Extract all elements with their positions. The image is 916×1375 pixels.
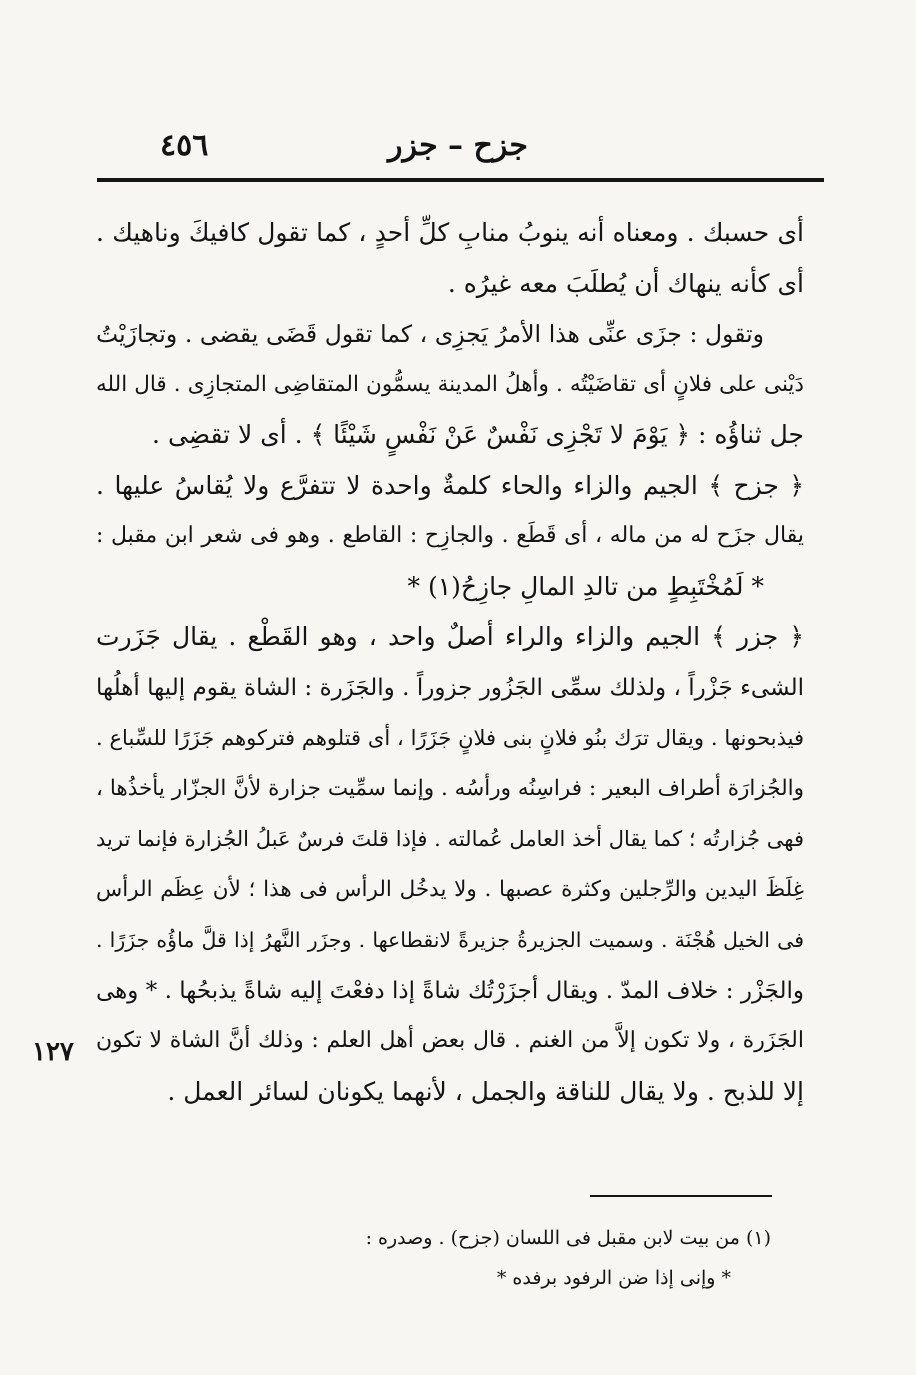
header-rule [97, 178, 824, 182]
body-line: الجَزَرة ، ولا تكون إلاَّ من الغنم . قال بعض أهل العلم : وذلك أنَّ الشاة لا تكون [96, 1028, 804, 1053]
body-line: فهى جُزارتُه ؛ كما يقال أخذ العامل عُمالته . فإذا قلتَ فرسٌ عَبلُ الجُزارة فإنما تريد [96, 827, 804, 851]
body-line: أى كأنه ينهاك أن يُطلَبَ معه غيرُه . [447, 268, 804, 298]
body-line: جل ثناؤُه : ﴿ يَوْمَ لا تَجْزِى نَفْسٌ عَنْ نَفْسٍ شَيْئًا ﴾ . أى لا تقضِى . [152, 420, 804, 449]
running-head: جزح – جزر [388, 128, 528, 163]
body-line: يقال جزَح له من ماله ، أى قَطَع . والجازِح : القاطع . وهو فى شعر ابن مقبل : [96, 523, 804, 548]
footnotes [300, 1218, 771, 1298]
page-number: ٤٥٦ [160, 128, 209, 163]
body-line: فى الخيل هُجْنَة . وسميت الجزيرةُ جزيرةً لانقطاعها . وجزَر النَّهرُ إذا قلَّ ماؤُه جزَرًا . [96, 928, 804, 952]
margin-number: ١٢٧ [32, 1037, 74, 1067]
body-line: فيذبحونها . ويقال ترَك بنُو فلانٍ بنى فلانٍ جَزَرًا ، أى قتلوهم فتركوهم جَزَرًا للسِّباع . [96, 726, 804, 750]
body-line: والجَزْر : خلاف المدّ . ويقال أجزَرْتُك شاةً إذا دفعْتَ إليه شاةً يذبحُها . * وهى [96, 977, 804, 1004]
body-line: أى حسبك . ومعناه أنه ينوبُ منابِ كلِّ أحدٍ ، كما تقول كافيكَ وناهيك . [96, 218, 804, 247]
footnote-line: (١) من بيت لابن مقبل فى اللسان (جزح) . وصدره : [365, 1227, 771, 1249]
page-header [100, 128, 816, 168]
body-text [96, 208, 804, 1117]
entry-line-jazar: ﴿ جزر ﴾ الجيم والزاء والراء أصلٌ واحد ، وهو القَطْع . يقال جَزَرت [96, 622, 804, 651]
footnote-rule [590, 1195, 772, 1197]
footnote-verse: * وإنى إذا ضن الرفود برفده * [496, 1267, 731, 1289]
verse-line: * لَمُخْتَبِطٍ من تالدِ المالِ جازِحُ(١) * [407, 571, 764, 601]
body-line: الشىء جَزْراً ، ولذلك سمِّى الجَزُور جزوراً . والجَزَرة : الشاة يقوم إليها أهلُها [96, 674, 804, 701]
body-line: وتقول : جزَى عنِّى هذا الأمرُ يَجزِى ، كما تقول قَضَى يقضى . وتجازَيْتُ [96, 320, 764, 348]
body-line: غِلَظَ اليدين والرِّجلين وكثرة عصبها . ولا يدخُل الرأس فى هذا ؛ لأن عِظَم الرأس [96, 876, 804, 902]
body-line: دَيْنى على فلانٍ أى تقاضَيْتُه . وأهلُ المدينة يسمُّون المتقاضِى المتجازِى . قال الله [96, 371, 804, 397]
body-line: إلا للذبح . ولا يقال للناقة والجمل ، لأنهما يكونان لسائر العمل . [167, 1076, 804, 1106]
entry-line-jazah: ﴿ جزح ﴾ الجيم والزاء والحاء كلمةٌ واحدة لا تتفرَّع ولا يُقاسُ عليها . [96, 470, 804, 500]
body-line: والجُزارَة أطراف البعير : فراسِنُه ورأسُه . وإنما سمِّيت جزارة لأنَّ الجزّار يأخذُها ، [96, 775, 804, 801]
